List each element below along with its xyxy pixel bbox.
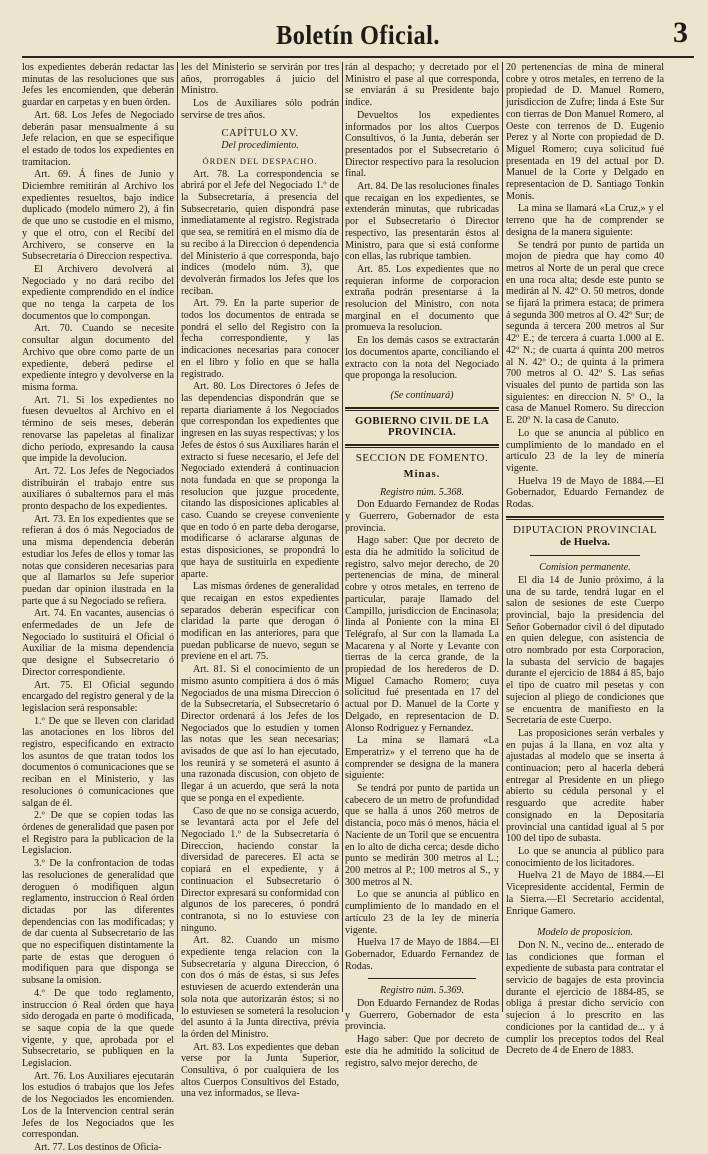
mines-heading: Minas. xyxy=(403,468,441,480)
col2-post-paragraphs xyxy=(181,169,339,1101)
paragraph: La mina se llamará «La Cruz,» y el terreno que ha de comprender se designa de la manera siguiente: xyxy=(506,203,664,238)
column-divider xyxy=(502,62,503,1012)
paragraph: Art. 85. Los expedientes que no requieran informe de corporacion extraña podrán presentarse á la resolucion del Ministro, con nota marginal en el documento que promueva la resolucion. xyxy=(345,263,499,334)
column-1 xyxy=(22,62,174,1153)
section-double-rule xyxy=(506,516,664,520)
paragraph: Las mismas órdenes de generalidad que recaigan en estos expedientes separados deberán especificar con claridad la parte que derogan ó modifican en las anteriores, para que puedan publicarse de nuevo, segun se previene en el art. 75. xyxy=(181,581,339,663)
paragraph: Los de Auxiliares sólo podrán servirse de tres años. xyxy=(181,98,339,121)
paragraph: Art. 68. Los Jefes de Negociado deberán pasar mensualmente á su Jefe relacion, en que se especifique el estado de todos los expedientes en tramitacion. xyxy=(22,109,174,168)
registry-5368-body xyxy=(345,499,499,972)
paragraph: Art. 81. Si el conocimiento de un mismo asunto compitiera á dos ó más Negociados de una misma Direccion ó de la Subsecretaría, el Subsecretario ó Director ordenará á los Jefes de los Negociados que lo estudien y tomen las notas que les sean necesarias; avisados de que así lo han ejecutado, los reunirá y se someterá el asunto á una razonada discusion, con objeto de llegar á un acuerdo, que será la nota que se ponga en el expediente. xyxy=(181,664,339,804)
paragraph: 4.º De que todo reglamento, instruccion ó Real órden que haya sido derogada en parte ó modificada, se saque copia de la que quede vigente, y que, aprobada por el Subsecretario, se publiquen en la Legislacion. xyxy=(22,987,174,1070)
paragraph: Huelva 19 de Mayo de 1884.—El Gobernador, Eduardo Fernandez de Rodas. xyxy=(506,475,664,511)
col4-pre-paragraphs xyxy=(506,62,664,511)
paragraph: 2.º De que se copien todas las órdenes de generalidad que pasen por el Registro para la publicacion de la Legislacion. xyxy=(22,810,174,857)
registry-heading: Registro núm. 5.368. xyxy=(379,486,465,498)
short-rule xyxy=(530,555,641,556)
paragraph: Art. 77. Los destinos de Oficia- xyxy=(34,1141,162,1153)
paragraph: Hago saber: Que por decreto de esta día he admitido la solicitud de registro, salvo mejor derecho, de 20 pertenencias de mina, de mineral cobre y otros metales, en terreno de particular, paraje llamado del Campillo, jurisdiccion de Encinasola; linda al Poniente con la mina El Telégrafo, al Sur con la llamada La Macarena y al Norte y Levante con tierras de la cerca grande, de la propiedad de los herederos de D. Miguel Camacho Romero; cuya solicitud fué presentada en 17 del actual por D. Manuel de la Corte y Delgado, en representacion de D. Alonso Rodriguez y Fernandez. xyxy=(345,535,499,734)
paragraph: Art. 79. En la parte superior de todos los documentos de entrada se pondrá el sello del Registro con la fecha correspondiente, y las indicaciones necesarias para conocer en el libro y folio en que se halla registrado. xyxy=(181,298,339,380)
paragraph: 3.º De la confrontacion de todas las resoluciones de generalidad que deroguen ó modifiquen algun reglamento, instruccion ó Real órden dictadas por las diferentes dependencias con las modificadas; y de dar cuenta al Subsecretario de las que no especifiquen distintamente la parte de estas que deroguen ó modifiquen para que disponga se subsane la omision. xyxy=(22,858,174,987)
paragraph: Art. 80. Los Directores ó Jefes de las dependencias dispondrán que se reparta diariamente á los Negociados que correspondan los expedientes que ingresen en las suyas respectivas; y los Jefes de éstos ó sus Auxiliares harán el extracto si fuese necesario, el Jefe del Negociado extenderá á continuacion nota fundada en que se proponga la resolucion que juzgue procedente, citando las disposiciones aplicables al caso. Cuando se creyese conveniente que en todo ó en parte deba derogarse, modificarse ó aclararse algunas de estas disposiciones, se propondrá lo que haya de sustituirla en expediente aparte. xyxy=(181,381,339,580)
diputacion-subheading: de Huelva. xyxy=(559,536,611,549)
paragraph: Art. 74. En vacantes, ausencias ó enfermedades de un Jefe de Negociado lo sustituirá el Oficial ó Auxiliar de la misma dependencia que designe el Subsecretario ó Director correspondiente. xyxy=(22,608,174,678)
paragraph: El dia 14 de Junio próximo, á la una de su tarde, tendrá lugar en el salon de sesiones de este Cuerpo provincial, bajo la presidencia del Señor Gobernador civil ó del diputado en quien delegue, con asistencia de otro nombrado por esta Corporacion, la subasta del servicio de bagajes durante el ejercicio de 1884 á 85, bajo el tipo de cuatro mil pesetas y con sujecion al pliego de condiciones que se encuentra de manifiesto en la Secretaría de este Cuerpo. xyxy=(506,574,664,727)
col1-paragraphs xyxy=(22,62,174,1154)
paragraph: La mina se llamará «La Emperatriz» y el terreno que ha de comprender se designa de la manera siguiente: xyxy=(345,735,499,782)
registry-heading: Registro núm. 5.369. xyxy=(379,985,465,997)
paragraph: Huelva 21 de Mayo de 1884.—El Vicepresidente accidental, Fermin de la Sierra.—El Secretario accidental, Enrique Gamero. xyxy=(506,870,664,917)
paragraph: Art. 84. De las resoluciones finales que recaigan en los expedientes, se extenderán minutas, que rubricadas por el Subsecretario ó Director respectivo, las presentarán éstos al Ministro, para que si está conforme con ellas, las rubrique tambien. xyxy=(345,181,499,263)
paragraph: Art. 69. Á fines de Junio y Diciembre remitirán al Archivo los expedientes resueltos, bajo índice duplicado (modelo número 2), á fin de que uno se custodie en el mismo, y que el otro, con el Recibí del Archivero, se conserve en la Subsecretaría ó Direccion respectiva. xyxy=(22,169,174,263)
paragraph: Lo que se anuncia al público en cumplimiento de lo mandado en el artículo 23 de la ley de minería vigente. xyxy=(345,889,499,936)
model-body xyxy=(506,940,664,1057)
paragraph: Lo que se anuncia al público en cumplimiento de lo mandado en el artículo 23 de la ley de minería vigente. xyxy=(506,427,664,474)
chapter-subheading: Del procedimiento. xyxy=(221,140,299,152)
paragraph: Don Eduardo Fernandez de Rodas y Guerrero, Gobernador de esta provincia. xyxy=(345,998,499,1033)
short-rule xyxy=(368,978,476,979)
column-divider xyxy=(177,62,178,1012)
paragraph: les del Ministerio se servirán por tres años, prorrogables á juicio del Ministro. xyxy=(181,62,339,97)
model-heading: Modelo de proposicion. xyxy=(537,927,633,939)
paragraph: Art. 73. En los expedientes que se refieran á dos ó más Negociados de una misma dependencia deberán estudiar los Jefes de ellos y tomar las notas que consideren necesarias para que al llamarlos su Jefe superior puedan dar opinion ilustrada en la parte que á su Negociado se refiera. xyxy=(22,513,174,607)
paragraph: Don Eduardo Fernandez de Rodas y Guerrero, Gobernador de esta provincia. xyxy=(345,499,499,534)
paragraph: Lo que se anuncia al público para conocimiento de los licitadores. xyxy=(506,846,664,869)
paragraph: 20 pertenencias de mina de mineral cobre y otros metales, en terreno de la propiedad de D. Manuel Romero, jurisdiccion de Zufre; linda á Este Sur con tierras de Don Manuel Romero, al Oeste con terrenos de D. Eugenio Perez y al Norte con propiedad de D. Miguel Romero; cuya solicitud fué presentada en 19 del actual por D. Manuel de la Corte y Delgado en representacion de D. Santiago Tonkin Monis. xyxy=(506,62,664,202)
paragraph: Art. 72. Los Jefes de Negociados distribuirán el trabajo entre sus auxiliares ó subalternos para el más pronto despacho de los expedientes. xyxy=(22,465,174,513)
page-header xyxy=(22,16,694,56)
column-2 xyxy=(181,62,339,1100)
paragraph: Huelva 17 de Mayo de 1884.—El Gobernador, Eduardo Fernandez de Rodas. xyxy=(345,937,499,972)
diputacion-body xyxy=(506,575,664,917)
page-number: 3 xyxy=(673,16,688,49)
header-rule xyxy=(22,56,694,58)
commission-heading: Comision permanente. xyxy=(539,562,631,574)
chapter-heading: CAPÍTULO XV. xyxy=(221,127,299,139)
col3-pre-paragraphs xyxy=(345,62,499,382)
paragraph: los expedientes deberán redactar las minutas de las resoluciones que sus Jefes les encomienden, que deberán guardar en carpetas y en buen órden. xyxy=(22,62,174,109)
paragraph: Art. 70. Cuando se necesite consultar algun documento del Archivo que obre como parte de un expediente, deberá pedirse el expediente íntegro y devolverse en la misma forma. xyxy=(22,323,174,393)
paragraph: Se tendrá por punto de partida un mojon de piedra que hay como 40 metros al Norte de un peral que crece en una roca alta; desde este punto se medirán al N. 42º O. 50 metros, donde se fijará la primera estaca; de primera á segunda 300 metros al O. 42º Sur; de segunda á tercera 200 metros al Sur 42º E.; de tercera á cuarta 1.000 al E. 42º N.; de cuarta á quinta 200 metros al N. 42º O.; de quinta á la primera 700 metros al O. 42º S. Las señas visuales del punto de partida son las siguientes: en direccion N. 5º O., la casa de Manuel Romero. Su direccion E. 20º N. la casa de Canuto. xyxy=(506,239,664,427)
paragraph: Caso de que no se consiga acuerdo, se levantará acta por el Jefe del Negociado 1.º de la Subsecretaría ó Direccion, haciendo constar la diversidad de pareceres. El acta se copiará en el expediente, y á continuacion el Subsecretario ó Director expresará su conformidad con algunos de los pareceres, ó pondrá contranota, si no lo estuviese con ninguno. xyxy=(181,805,339,934)
paragraph: En los demás casos se extractarán los documentos aparte, conciliando el extracto con la nota del Negociado que proponga la resolucion. xyxy=(345,335,499,382)
column-3 xyxy=(345,62,499,1069)
continued-note: (Se continuará) xyxy=(390,389,454,401)
paragraph: Las proposiciones serán verbales y en pujas á la llana, en voz alta y ajustadas al modelo que se inserta á continuacion; pero al hacerla deberá entregar al Presidente en un pliego abierto su cédula personal y el resguardo que acredite haber consignado en la Depositaría provincial una cantidad igual al 5 por 100 del tipo de subasta. xyxy=(506,727,664,845)
chapter-smallcaps-heading: ÓRDEN DEL DESPACHO. xyxy=(202,155,318,166)
paragraph: Hago saber: Que por decreto de este día he admitido la solicitud de registro, salvo mejor derecho, de xyxy=(345,1034,499,1069)
column-4 xyxy=(506,62,664,1057)
diputacion-heading: DIPUTACION PROVINCIAL xyxy=(512,523,658,536)
paragraph: 1.º De que se lleven con claridad las anotaciones en los libros del registro, especificando en extracto los asuntos de que tratan todos los documentos ó comunicaciones que se reciban en el Ministerio, y las resoluciones ó comunicaciones que salgan de él. xyxy=(22,715,174,809)
paragraph: Art. 78. La correspondencia se abrirá por el Jefe del Negociado 1.º de la Subsecretaría, á presencia del Subsecretario, quien dispondrá pase inmediatamente al registro. Registrada que sea, se remitirá en el mismo día de su recibo á la Direccion ó dependencia del Ministerio á que corresponda, bajo índices (modelo núm. 3), que devolverán firmados los Jefes que los reciban. xyxy=(181,168,339,297)
paragraph: Devueltos los expedientes informados por los altos Cuerpos Consultivos, ó la Junta, deberán ser presentados por el Subsecretario ó Director respectivo para la resolucion final. xyxy=(345,109,499,180)
section-double-rule xyxy=(345,444,499,448)
paragraph: Don N. N., vecino de... enterado de las condiciones que forman el expediente de subasta para contratar el servicio de bagajes de esta provincia durante el ejercicio de 1884-85, se obliga á prestar dicho servicio con sujecion á lo prescrito en las condiciones por la cantidad de... y á cumplir los preceptos todos del Real Decreto de 4 de Enero de 1883. xyxy=(506,939,664,1057)
government-heading: GOBIERNO CIVIL DE LA PROVINCIA. xyxy=(354,414,490,439)
paragraph: Se tendrá por punto de partida un cabecero de un metro de profundidad que se halla á unos 260 metros de distancia, poco más ó menos, hácia el Naciente de un Toril que se encuentra en lo alto de dicha cerca; desde dicho punto se medirán 300 metros al L.; 200 metros al P.; 100 metros al S., y 300 metros al N. xyxy=(345,783,499,888)
paragraph: El Archivero devolverá al Negociado y no dará recibo del expediente comprendido en el índice que no tenga la carpeta de los documentos que lo compongan. xyxy=(22,263,174,322)
col2-pre-paragraphs xyxy=(181,62,339,122)
paragraph: Art. 83. Los expedientes que deban verse por la Junta Superior, Consultiva, ó por cualquiera de los altos Cuerpos Consultivos del Estado, una vez informados, se lleva- xyxy=(181,1041,339,1100)
registry-5369-body xyxy=(345,998,499,1069)
section-double-rule xyxy=(345,407,499,411)
paragraph: Art. 76. Los Auxiliares ejecutarán los estudios ó trabajos que los Jefes de los Negociados les encomienden. Los de la Intervencion central serán Jefes de los Negociados que les correspondan. xyxy=(22,1070,174,1141)
section-heading: SECCION DE FOMENTO. xyxy=(355,452,489,465)
paragraph: rán al despacho; y decretado por el Ministro el pase al que corresponda, se enviarán á su Presidente bajo índice. xyxy=(345,62,499,109)
paragraph: Art. 75. El Oficial segundo encargado del registro general y de la legislacion será responsable: xyxy=(22,679,174,714)
paragraph: Art. 82. Cuando un mismo expediente tenga relacion con la Subsecretaría y alguna Direccion, ó con dos ó más de éstas, si sus Jefes estuviesen de acuerdo extenderán una sola nota que autorizarán éstos; si no lo estuviesen se someterá la resolucion del asunto á la Junta directiva, prévia la órden del Ministro. xyxy=(181,935,339,1040)
column-divider xyxy=(342,62,343,1012)
newspaper-title: Boletín Oficial. xyxy=(276,20,440,50)
paragraph: Art. 71. Si los expedientes no fuesen devueltos al Archivo en el término de seis meses, deberán renovarse las papeletas al finalizar dicho período, expresando la causa que impide la devolucion. xyxy=(22,394,174,465)
